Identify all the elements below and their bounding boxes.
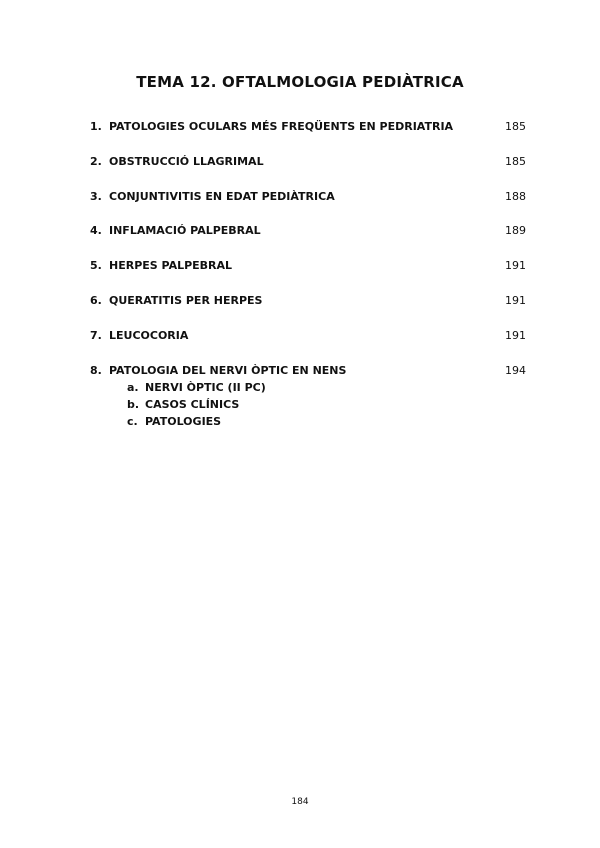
page-number: 184	[291, 797, 309, 807]
toc-entry	[90, 154, 526, 189]
toc-entry-line	[90, 363, 526, 379]
toc-entry-line	[90, 258, 526, 274]
toc-entry	[90, 328, 526, 363]
toc-entry	[90, 223, 526, 258]
toc-sublist	[90, 379, 526, 430]
table-of-contents	[90, 119, 526, 430]
toc-entry-label: LEUCOCORIA	[109, 328, 189, 342]
toc-subitem-letter: a.	[127, 380, 139, 394]
toc-subitem-label: CASOS CLÍNICS	[145, 397, 240, 411]
toc-entry-label: PATOLOGIA DEL NERVI ÒPTIC EN NENS	[109, 363, 347, 377]
toc-entry-label: OBSTRUCCIÓ LLAGRIMAL	[109, 154, 264, 168]
toc-entry-page: 194	[505, 363, 526, 377]
toc-entry-number: 1.	[90, 120, 102, 133]
toc-entry-label: QUERATITIS PER HERPES	[109, 293, 263, 307]
toc-entry-page: 188	[505, 189, 526, 203]
toc-entry-line	[90, 328, 526, 344]
toc-subitem	[127, 379, 526, 396]
toc-entry-label: PATOLOGIES OCULARS MÉS FREQÜENTS EN PEDRIATRIA	[109, 120, 454, 133]
toc-entry-number: 7.	[90, 328, 102, 342]
toc-entry-number: 2.	[90, 154, 102, 168]
toc-subitem-letter: c.	[127, 414, 138, 428]
page-title: TEMA 12. OFTALMOLOGIA PEDIÀTRICA	[136, 73, 464, 91]
toc-entry	[90, 258, 526, 293]
toc-entry-label: HERPES PALPEBRAL	[109, 259, 233, 273]
toc-entry-page: 189	[505, 224, 526, 238]
toc-entry-number: 3.	[90, 189, 102, 203]
toc-subitem	[127, 413, 526, 430]
toc-subitem-label: PATOLOGIES	[145, 414, 222, 428]
toc-entry-number: 4.	[90, 224, 102, 238]
toc-subitem-label: NERVI ÒPTIC (II PC)	[145, 380, 266, 394]
toc-entry-page: 191	[505, 259, 526, 273]
toc-entry-line	[90, 119, 526, 135]
toc-entry-page: 191	[505, 293, 526, 307]
toc-entry-label: INFLAMACIÓ PALPEBRAL	[109, 224, 261, 238]
toc-entry-number: 8.	[90, 363, 102, 377]
toc-entry	[90, 293, 526, 328]
toc-entry-page: 185	[505, 120, 526, 133]
toc-entry-number: 6.	[90, 293, 102, 307]
toc-entry-label: CONJUNTIVITIS EN EDAT PEDIÀTRICA	[109, 189, 335, 203]
toc-entry-line	[90, 189, 526, 205]
toc-subitem	[127, 396, 526, 413]
toc-entry-line	[90, 154, 526, 170]
toc-entry-page: 191	[505, 328, 526, 342]
toc-entry	[90, 119, 526, 154]
toc-entry	[90, 189, 526, 224]
toc-entry-line	[90, 293, 526, 309]
toc-entry	[90, 363, 526, 430]
toc-entry-line	[90, 223, 526, 239]
toc-entry-number: 5.	[90, 259, 102, 273]
toc-entry-page: 185	[505, 154, 526, 168]
toc-subitem-letter: b.	[127, 397, 140, 411]
